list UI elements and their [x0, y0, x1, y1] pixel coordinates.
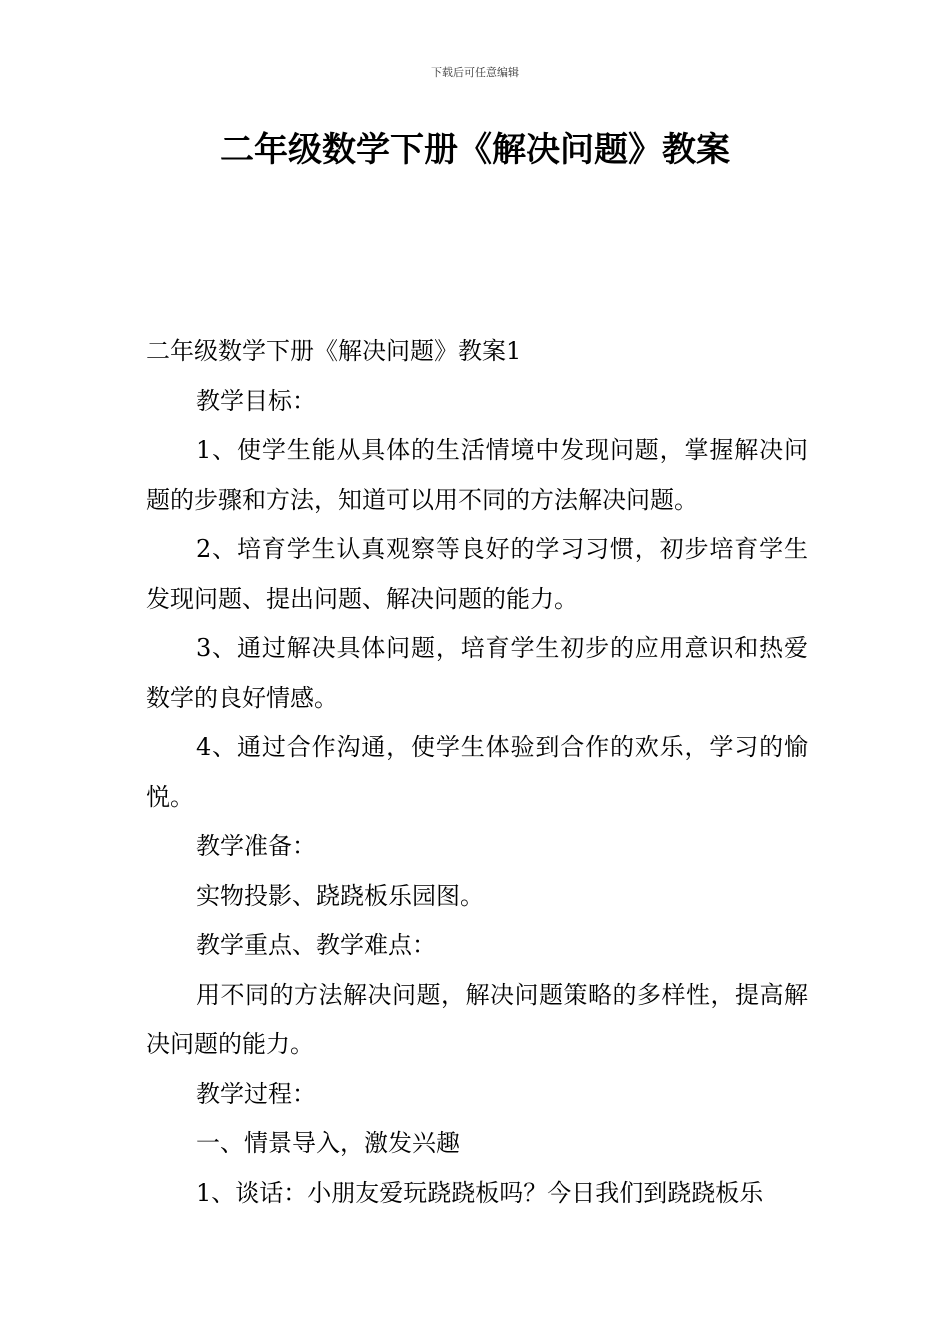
paragraph: 教学目标： — [196, 386, 316, 415]
paragraph: 教学过程： — [196, 1079, 316, 1108]
paragraph: 教学重点、教学难点： — [196, 931, 436, 959]
section-heading: 二年级数学下册《解决问题》教案1 — [146, 337, 522, 365]
document-body — [146, 327, 808, 1218]
document-title: 二年级数学下册《解决问题》教案 — [220, 130, 730, 170]
header-note: 下载后可任意编辑 — [431, 66, 519, 79]
paragraph: 3、通过解决具体问题，培育学生初步的应用意识和热爱数学的良好情感。 — [146, 634, 808, 712]
paragraph: 4、通过合作沟通，使学生体验到合作的欢乐，学习的愉悦。 — [146, 733, 808, 811]
paragraph: 教学准备： — [196, 832, 316, 860]
paragraph: 1、谈话：小朋友爱玩跷跷板吗？今日我们到跷跷板乐 — [196, 1178, 764, 1207]
paragraph: 1、使学生能从具体的生活情境中发现问题，掌握解决问题的步骤和方法，知道可以用不同的方法解决问题。 — [146, 436, 808, 514]
paragraph: 一、情景导入，激发兴趣 — [196, 1129, 460, 1157]
paragraph: 2、培育学生认真观察等良好的学习习惯，初步培育学生发现问题、提出问题、解决问题的能力。 — [146, 535, 808, 613]
paragraph: 用不同的方法解决问题，解决问题策略的多样性，提高解决问题的能力。 — [146, 980, 808, 1058]
paragraph: 实物投影、跷跷板乐园图。 — [196, 881, 484, 910]
